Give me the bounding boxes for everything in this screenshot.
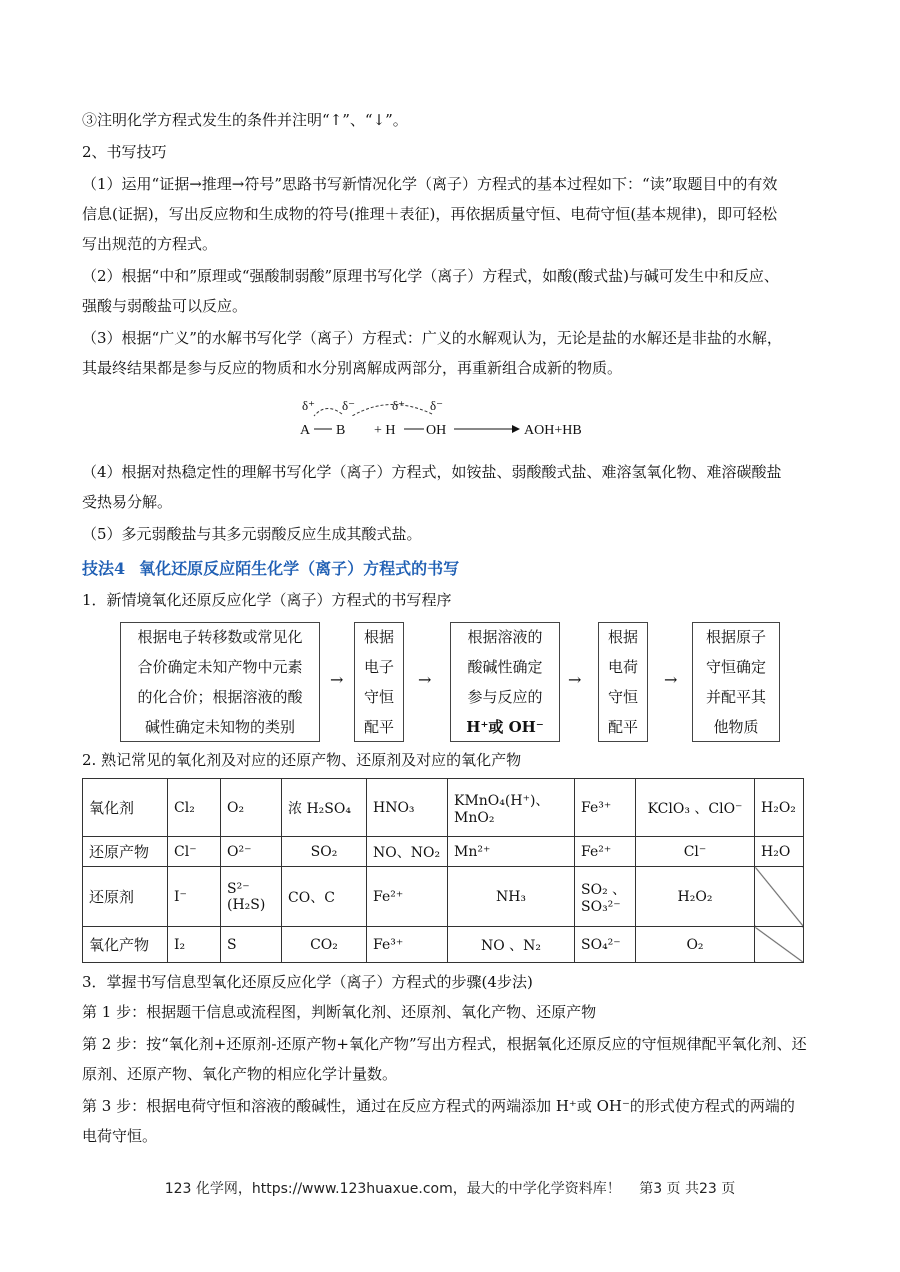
flow-box-5: 根据原子 守恒确定 并配平其 他物质 bbox=[692, 622, 780, 742]
row-header: 氧化剂 bbox=[83, 779, 168, 837]
section-heading bbox=[82, 556, 459, 579]
table-cell: CO₂ bbox=[282, 927, 367, 963]
table-cell: SO₂ 、SO₃²⁻ bbox=[575, 867, 636, 927]
table-cell: Cl₂ bbox=[168, 779, 221, 837]
flow-box-1: 根据电子转移数或常见化 合价确定未知产物中元素 的化合价；根据溶液的酸 碱性确定未知物的类别 bbox=[120, 622, 320, 742]
paragraph-line: 其最终结果都是参与反应的物质和水分别离解成两部分，再重新组合成新的物质。 bbox=[82, 359, 623, 377]
redox-table bbox=[82, 778, 804, 963]
paragraph-line: 3．掌握书写信息型氧化还原反应化学（离子）方程式的步骤(4步法) bbox=[82, 973, 533, 991]
table-row bbox=[83, 927, 804, 963]
table-row bbox=[83, 837, 804, 867]
table-cell: O₂ bbox=[221, 779, 282, 837]
table-cell: SO₄²⁻ bbox=[575, 927, 636, 963]
flow-arrow: → bbox=[664, 670, 678, 689]
table-row bbox=[83, 867, 804, 927]
table-cell: S²⁻ (H₂S) bbox=[221, 867, 282, 927]
row-header: 氧化产物 bbox=[83, 927, 168, 963]
table-cell: NO 、N₂ bbox=[448, 927, 575, 963]
paragraph-line: 写出规范的方程式。 bbox=[82, 235, 218, 253]
table-cell: Fe²⁺ bbox=[575, 837, 636, 867]
flow-box-3: 根据溶液的 酸碱性确定 参与反应的 H⁺或 OH⁻ bbox=[450, 622, 560, 742]
table-cell: S bbox=[221, 927, 282, 963]
delta-minus-b: δ⁻ bbox=[342, 398, 355, 413]
atom-h: + H bbox=[374, 423, 396, 438]
table-cell: Fe³⁺ bbox=[367, 927, 448, 963]
paragraph-line: （3）根据“广义”的水解书写化学（离子）方程式：广义的水解观认为，无论是盐的水解还是非盐的水解， bbox=[82, 329, 782, 347]
paragraph-line: 1．新情境氧化还原反应化学（离子）方程式的书写程序 bbox=[82, 591, 452, 609]
flow-box-2: 根据 电子 守恒 配平 bbox=[354, 622, 404, 742]
table-cell: NH₃ bbox=[448, 867, 575, 927]
paragraph-line: 第 1 步：根据题干信息或流程图，判断氧化剂、还原剂、氧化产物、还原产物 bbox=[82, 1003, 597, 1021]
flow-box-4: 根据 电荷 守恒 配平 bbox=[598, 622, 648, 742]
table-cell: I⁻ bbox=[168, 867, 221, 927]
table-cell: Cl⁻ bbox=[168, 837, 221, 867]
products: AOH+HB bbox=[524, 423, 582, 438]
paragraph-line: （1）运用“证据→推理→符号”思路书写新情况化学（离子）方程式的基本过程如下：“读”取题目中的有效 bbox=[82, 175, 778, 193]
procedure-flowchart bbox=[120, 622, 810, 746]
table-cell: O₂ bbox=[636, 927, 755, 963]
delta-minus-oh: δ⁻ bbox=[430, 398, 443, 413]
table-cell: H₂O bbox=[755, 837, 804, 867]
paragraph-line: ③注明化学方程式发生的条件并注明“↑”、“↓”。 bbox=[82, 111, 408, 129]
hydrolysis-diagram bbox=[290, 396, 610, 446]
empty-diagonal-cell bbox=[755, 867, 804, 927]
table-row bbox=[83, 779, 804, 837]
table-cell: I₂ bbox=[168, 927, 221, 963]
table-cell: Fe²⁺ bbox=[367, 867, 448, 927]
page-number: 第3 页 共23 页 bbox=[639, 1181, 736, 1197]
paragraph-line: 受热易分解。 bbox=[82, 493, 173, 511]
arc-arrow-ab bbox=[314, 408, 342, 416]
footer-text: 123 化学网，https://www.123huaxue.com，最大的中学化学资料库！ bbox=[164, 1181, 621, 1197]
paragraph-line: 强酸与弱酸盐可以反应。 bbox=[82, 297, 248, 315]
table-cell: H₂O₂ bbox=[755, 779, 804, 837]
table-cell: HNO₃ bbox=[367, 779, 448, 837]
table-cell: Cl⁻ bbox=[636, 837, 755, 867]
section-title: 氧化还原反应陌生化学（离子）方程式的书写 bbox=[139, 559, 460, 578]
table-cell: CO、C bbox=[282, 867, 367, 927]
paragraph-line: 第 3 步：根据电荷守恒和溶液的酸碱性，通过在反应方程式的两端添加 H⁺或 OH⁻的形式使方程式的两端的 bbox=[82, 1097, 795, 1115]
atom-b: B bbox=[336, 423, 346, 438]
flow-arrow: → bbox=[568, 670, 582, 689]
paragraph-line: 电荷守恒。 bbox=[82, 1127, 158, 1145]
paragraph-line: 第 2 步：按“氧化剂+还原剂-还原产物+氧化产物”写出方程式，根据氧化还原反应的守恒规律配平氧化剂、还 bbox=[82, 1035, 807, 1053]
flow-arrow: → bbox=[418, 670, 432, 689]
row-header: 还原产物 bbox=[83, 837, 168, 867]
table-cell: H₂O₂ bbox=[636, 867, 755, 927]
table-cell: KClO₃ 、ClO⁻ bbox=[636, 779, 755, 837]
empty-diagonal-cell bbox=[755, 927, 804, 963]
table-cell: Mn²⁺ bbox=[448, 837, 575, 867]
table-cell: 浓 H₂SO₄ bbox=[282, 779, 367, 837]
paragraph-line: 原剂、还原产物、氧化产物的相应化学计量数。 bbox=[82, 1065, 398, 1083]
delta-plus-h: δ⁺ bbox=[392, 398, 405, 413]
reaction-arrow-head bbox=[512, 425, 520, 433]
table-cell: SO₂ bbox=[282, 837, 367, 867]
group-oh: OH bbox=[426, 423, 447, 438]
table-cell: Fe³⁺ bbox=[575, 779, 636, 837]
page-footer bbox=[0, 1178, 900, 1198]
paragraph-line: （2）根据“中和”原理或“强酸制弱酸”原理书写化学（离子）方程式，如酸(酸式盐)与碱可发生中和反应、 bbox=[82, 267, 779, 285]
section-number: 技法4 bbox=[82, 559, 126, 578]
paragraph-line: 信息(证据)，写出反应物和生成物的符号(推理＋表征)，再依据质量守恒、电荷守恒(基本规律)，即可轻松 bbox=[82, 205, 778, 223]
paragraph-line: （5）多元弱酸盐与其多元弱酸反应生成其酸式盐。 bbox=[82, 525, 422, 543]
table-cell: O²⁻ bbox=[221, 837, 282, 867]
atom-a: A bbox=[300, 423, 311, 438]
table-cell: NO、NO₂ bbox=[367, 837, 448, 867]
paragraph-line: （4）根据对热稳定性的理解书写化学（离子）方程式，如铵盐、弱酸酸式盐、难溶氢氧化物、难溶碳酸盐 bbox=[82, 463, 782, 481]
table-cell: KMnO₄(H⁺)、MnO₂ bbox=[448, 779, 575, 837]
flow-arrow: → bbox=[330, 670, 344, 689]
paragraph-line: 2. 熟记常见的氧化剂及对应的还原产物、还原剂及对应的氧化产物 bbox=[82, 751, 522, 769]
delta-plus-a: δ⁺ bbox=[302, 398, 315, 413]
subheading: 2、书写技巧 bbox=[82, 143, 167, 161]
row-header: 还原剂 bbox=[83, 867, 168, 927]
